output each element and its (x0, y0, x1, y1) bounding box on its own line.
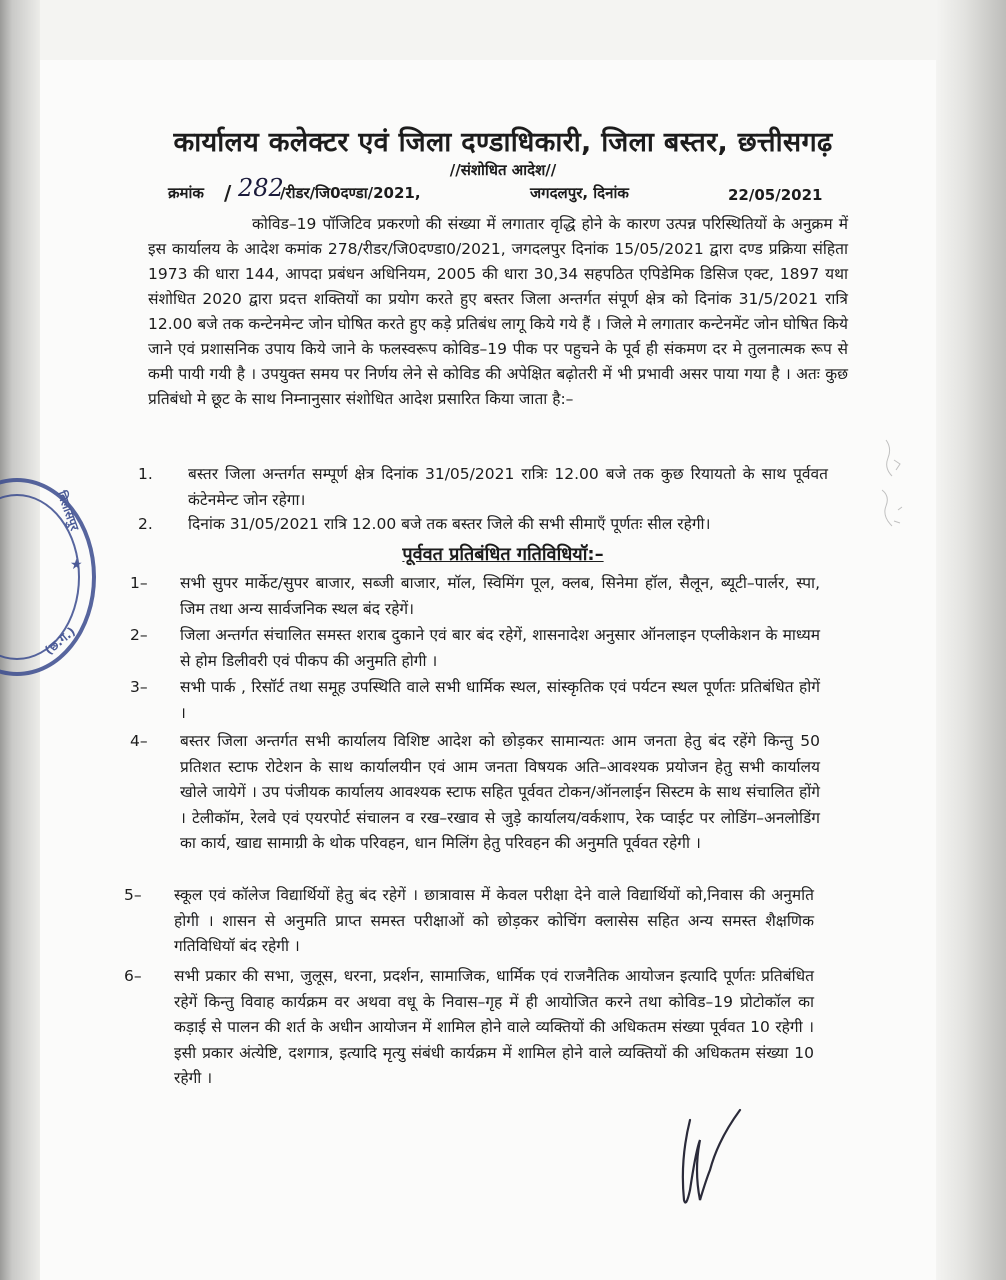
office-title: कार्यालय कलेक्टर एवं जिला दण्डाधिकारी, जिला बस्तर, छत्तीसगढ़ (173, 127, 833, 158)
restriction-number: 3– (130, 678, 148, 696)
restriction-text: जिला अन्तर्गत संचालित समस्त शराब दुकाने एवं बार बंद रहेगें, शासनादेश अनुसार ऑनलाइन एप्लीकेशन के माध्यम से होम डिलीवरी एवं पीकप की अनुमति होगी । (180, 626, 820, 670)
place-and-date-label: जगदलपुर, दिनांक (530, 184, 629, 202)
restriction-item-6 (124, 964, 824, 1099)
reference-label: क्रमांक (168, 184, 204, 202)
restriction-number: 5– (124, 886, 142, 904)
intro-paragraph (148, 212, 848, 412)
restriction-text: सभी सुपर मार्केट/सुपर बाजार, सब्जी बाजार, मॉल, स्विमिंग पूल, क्लब, सिनेमा हॉल, सैलून, ब्यूटी–पार्लर, स्पा, जिम तथा अन्य सार्वजनिक स्थल बंद रहेगें। (180, 574, 820, 618)
officer-signature (660, 1105, 760, 1215)
seal-text-bottom: (छ.ग.) (41, 624, 78, 658)
reference-suffix: /रीडर/जि0दण्डा/2021, (280, 184, 421, 202)
point-1 (138, 462, 838, 514)
reference-line (168, 174, 838, 206)
restriction-item-3 (130, 675, 830, 729)
order-subtitle: //संशोधित आदेश// (449, 161, 557, 179)
restriction-number: 6– (124, 967, 142, 985)
point-number: 2. (138, 515, 153, 533)
seal-text-top: बिलासपुर (54, 488, 82, 533)
restriction-number: 4– (130, 732, 148, 750)
restriction-text: स्कूल एवं कॉलेज विद्यार्थियों हेतु बंद रहेगें । छात्रावास में केवल परीक्षा देने वाले विद्यार्थियों को,निवास की अनुमति होगी । शासन से अनुमति प्राप्त समस्त परीक्षाओं को छोड़कर कोचिंग क्लासेस सहित अन्य समस्त शैक्षणिक गतिविधियॉ बंद रहेगी । (174, 886, 814, 955)
restriction-item-1 (130, 571, 830, 625)
restriction-text: सभी पार्क , रिसॉर्ट तथा समूह उपस्थिति वाले सभी धार्मिक स्थल, सांस्कृतिक एवं पर्यटन स्थल पूर्णतः प्रतिबंधित होगें । (180, 678, 820, 722)
reference-number-handwritten: 282 (238, 174, 284, 202)
point-number: 1. (138, 465, 153, 483)
restriction-item-4 (130, 729, 830, 884)
faint-stamp-mark (868, 430, 928, 550)
point-text: बस्तर जिला अन्तर्गत सम्पूर्ण क्षेत्र दिनांक 31/05/2021 रात्रिः 12.00 बजे तक कुछ रियायतो के साथ पूर्ववत कंटेनमेन्ट जोन रहेगा। (188, 465, 828, 509)
order-date: 22/05/2021 (728, 186, 823, 204)
restriction-item-5 (124, 883, 824, 963)
restriction-text: सभी प्रकार की सभा, जुलूस, धरना, प्रदर्शन, सामाजिक, धार्मिक एवं राजनैतिक आयोजन इत्यादि पूर्णतः प्रतिबंधित रहेगें किन्तु विवाह कार्यक्रम वर अथवा वधू के निवास–गृह में ही आयोजित करने तथा कोविड–19 प्रोटोकॉल का कड़ाई से पालन की शर्त के अधीन आयोजन में शामिल होने वाले व्यक्तियों की अधिकतम संख्या पूर्ववत 10 रहेगी । इसी प्रकार अंत्येष्टि, दशगात्र, इत्यादि मृत्यु संबंधी कार्यक्रम में शामिल होने वाले व्यक्तियों की अधिकतम संख्या 10 रहेगी । (174, 967, 814, 1087)
restriction-item-2 (130, 623, 830, 677)
seal-star-icon: ★ (70, 557, 83, 573)
restriction-number: 2– (130, 626, 148, 644)
restriction-number: 1– (130, 574, 148, 592)
restricted-activities-heading: पूर्ववत प्रतिबंधित गतिविधियॉ:– (402, 544, 604, 565)
restriction-text: बस्तर जिला अन्तर्गत सभी कार्यालय विशिष्ट आदेश को छोड़कर सामान्यतः आम जनता हेतु बंद रहेंगे किन्तु 50 प्रतिशत स्टाफ रोटेशन के साथ कार्यालयीन एवं आम जनता विषयक अति–आवश्यक प्रयोजन हेतु सभी कार्यालय खोले जायेगें । उप पंजीयक कार्यालय आवश्यक स्टाफ सहित पूर्ववत टोकन/ऑनलाईन सिस्टम के साथ संचालित होंगे । टेलीकॉम, रेलवे एवं एयरपोर्ट संचालन व रख–रखाव से जुड़े कार्यालय/वर्कशाप, रेक प्वाईट पर लोडिंग–अनलोडिंग का कार्य, खाद्य सामाग्री के थोक परिवहन, धान मिलिंग हेतु परिवहन की अनुमति पूर्ववत रहेगी । (180, 732, 820, 852)
point-2 (138, 512, 838, 538)
scan-right-edge (936, 0, 1006, 1280)
intro-paragraph-text: कोविड–19 पॉजिटिव प्रकरणो की संख्या में लगातार वृद्धि होने के कारण उत्पन्न परिस्थितियों के अनुक्रम में इस कार्यालय के आदेश कमांक 278/रीडर/जि0दण्डा0/2021, जगदलपुर दिनांक 15/05/2021 द्वारा दण्ड प्रक्रिया संहिता 1973 की धारा 144, आपदा प्रबंधन अधिनियम, 2005 की धारा 30,34 सहपठित एपिडेमिक डिसिज एक्ट, 1897 यथा संशोधित 2020 द्वारा प्रदत्त शक्तियों का प्रयोग करते हुए बस्तर जिला अन्तर्गत संपूर्ण क्षेत्र को दिनांक 31/5/2021 रात्रि 12.00 बजे तक कन्टेनमेन्ट जोन घोषित करते हुए कड़े प्रतिबंध लागू किये गये हैं । जिले मे लगातार कन्टेनमेंट जोन घोषित किये जाने एवं प्रशासनिक उपाय किये जाने के फलस्वरूप कोविड–19 पीक पर पहुचने के पूर्व ही संकमण दर मे तुलनात्मक रूप से कमी पायी गयी है । उपयुक्त समय पर निर्णय लेने से कोविड की अपेक्षित बढ़ोतरी में भी प्रभावी असर पाया गया है । अतः कुछ प्रतिबंधो मे छूट के साथ निम्नानुसार संशोधित आदेश प्रसारित किया जाता है:– (148, 215, 848, 408)
reference-slash: / (224, 181, 232, 205)
point-text: दिनांक 31/05/2021 रात्रि 12.00 बजे तक बस्तर जिले की सभी सीमाएँ पूर्णतः सील रहेगी। (188, 515, 711, 533)
